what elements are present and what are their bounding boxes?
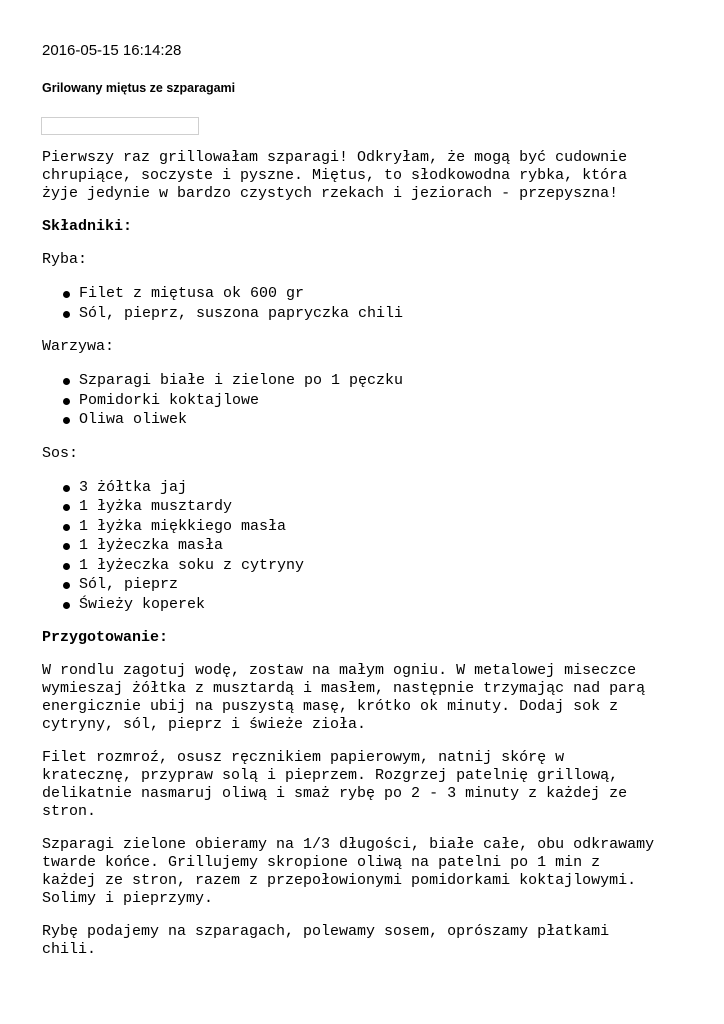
step-line: delikatnie nasmaruj oliwą i smaż rybę po 2 - 3 minuty z każdej ze: [42, 785, 628, 802]
vegetables-ingredients-list: [42, 371, 682, 430]
step-line: Rybę podajemy na szparagach, polewamy sosem, oprószamy płatkami: [42, 923, 610, 940]
step-paragraph: [42, 923, 682, 959]
group-label-fish: Ryba:: [42, 251, 88, 268]
group-label-sauce: Sos:: [42, 444, 79, 462]
ingredients-heading: Składniki:: [42, 218, 133, 235]
step-line: chili.: [42, 941, 97, 958]
step-line: twarde końce. Grillujemy skropione oliwą na patelni po 1 min z: [42, 854, 601, 871]
list-item: 1 łyżka musztardy: [63, 497, 682, 517]
step-line: stron.: [42, 803, 97, 820]
page-title: Grilowany miętus ze szparagami: [42, 81, 236, 95]
step-paragraph: [42, 836, 682, 908]
step-paragraph: [42, 749, 682, 821]
fish-ingredients-list: [42, 284, 682, 323]
step-line: Solimy i pieprzymy.: [42, 890, 214, 907]
intro-paragraph: [42, 149, 682, 203]
intro-line: chrupiące, soczyste i pyszne. Miętus, to słodkowodna rybka, która: [42, 167, 628, 184]
list-item: 3 żółtka jaj: [63, 478, 682, 498]
step-line: energicznie ubij na puszystą masę, krótko ok minuty. Dodaj sok z: [42, 698, 619, 715]
group-label-vegetables: Warzywa:: [42, 338, 115, 355]
recipe-content: [42, 149, 682, 959]
step-line: Szparagi zielone obieramy na 1/3 długości, białe całe, obu odkrawamy: [42, 836, 655, 853]
list-item: 1 łyżeczka soku z cytryny: [63, 556, 682, 576]
step-line: każdej ze stron, razem z przepołowionymi pomidorkami koktajlowymi.: [42, 872, 637, 889]
sauce-ingredients-list: [42, 478, 682, 615]
timestamp: 2016-05-15 16:14:28: [42, 42, 182, 59]
list-item: 1 łyżeczka masła: [63, 536, 682, 556]
list-item: Sól, pieprz: [63, 575, 682, 595]
list-item: Filet z miętusa ok 600 gr: [63, 284, 682, 304]
step-line: wymieszaj żółtka z musztardą i masłem, następnie trzymając nad parą: [42, 680, 646, 697]
step-line: cytryny, sól, pieprz i świeże zioła.: [42, 716, 367, 733]
list-item: 1 łyżka miękkiego masła: [63, 517, 682, 537]
step-paragraph: [42, 662, 682, 734]
step-line: W rondlu zagotuj wodę, zostaw na małym ogniu. W metalowej miseczce: [42, 662, 637, 679]
intro-line: żyje jedynie w bardzo czystych rzekach i jeziorach - przepyszna!: [42, 185, 619, 202]
list-item: Oliwa oliwek: [63, 410, 682, 430]
list-item: Świeży koperek: [63, 595, 682, 615]
list-item: Sól, pieprz, suszona papryczka chili: [63, 304, 682, 324]
image-placeholder: [41, 117, 199, 135]
intro-line: Pierwszy raz grillowałam szparagi! Odkryłam, że mogą być cudownie: [42, 149, 628, 166]
preparation-heading: Przygotowanie:: [42, 629, 169, 646]
step-line: kratecznę, przypraw solą i pieprzem. Rozgrzej patelnię grillową,: [42, 767, 619, 784]
step-line: Filet rozmroź, osusz ręcznikiem papierowym, natnij skórę w: [42, 749, 565, 766]
list-item: Pomidorki koktajlowe: [63, 391, 682, 411]
list-item: Szparagi białe i zielone po 1 pęczku: [63, 371, 682, 391]
